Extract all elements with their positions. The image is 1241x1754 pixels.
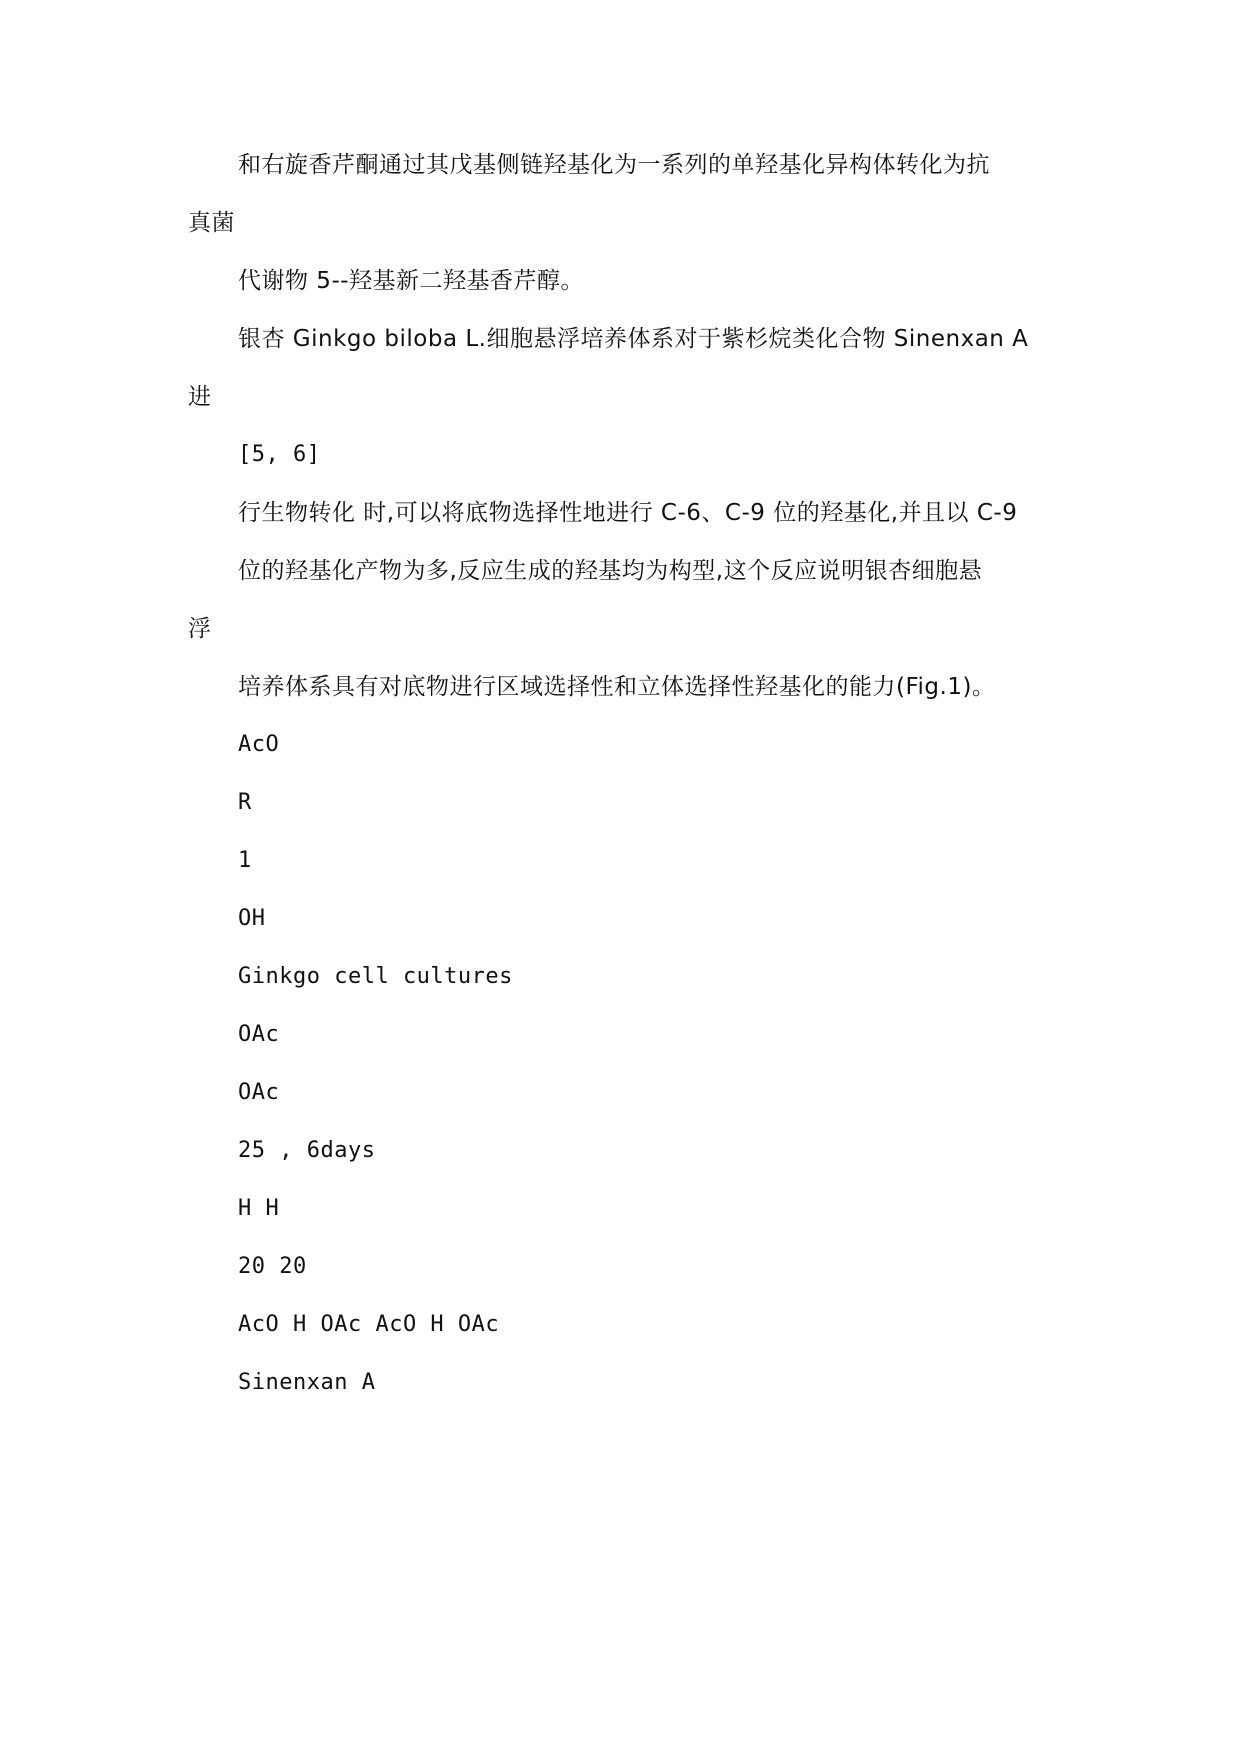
- figure-label-20-20: 20 20: [238, 1254, 307, 1279]
- text-line-7: 行生物转化 时,可以将底物选择性地进行 C-6、C-9 位的羟基化,并且以 C-9: [238, 500, 1018, 526]
- figure-label-ginkgo-cell-cultures: Ginkgo cell cultures: [238, 964, 513, 989]
- text-line-9: 浮: [188, 616, 212, 642]
- figure-label-sinenxan-a: Sinenxan A: [238, 1370, 376, 1395]
- figure-label-oh: OH: [238, 906, 266, 931]
- figure-label-oac-1: OAc: [238, 1022, 280, 1047]
- figure-label-aco-h-oac: AcO H OAc AcO H OAc: [238, 1312, 500, 1337]
- figure-label-aco: AcO: [238, 732, 280, 757]
- figure-label-r: R: [238, 790, 252, 815]
- text-line-8: 位的羟基化产物为多,反应生成的羟基均为构型,这个反应说明银杏细胞悬: [238, 558, 983, 584]
- text-line-5: 进: [188, 384, 212, 410]
- figure-label-oac-2: OAc: [238, 1080, 280, 1105]
- text-line-10: 培养体系具有对底物进行区域选择性和立体选择性羟基化的能力(Fig.1)。: [238, 674, 996, 700]
- text-line-1: 和右旋香芹酮通过其戊基侧链羟基化为一系列的单羟基化异构体转化为抗: [238, 152, 990, 178]
- figure-label-1: 1: [238, 848, 252, 873]
- figure-label-conditions: 25 , 6days: [238, 1138, 376, 1163]
- text-line-4: 银杏 Ginkgo biloba L.细胞悬浮培养体系对于紫杉烷类化合物 Sinenxan A: [238, 326, 1029, 352]
- figure-label-h-h: H H: [238, 1196, 280, 1221]
- text-line-3: 代谢物 5--羟基新二羟基香芹醇。: [238, 268, 585, 294]
- text-line-2: 真菌: [188, 210, 235, 236]
- citation-line: [5, 6]: [238, 442, 321, 467]
